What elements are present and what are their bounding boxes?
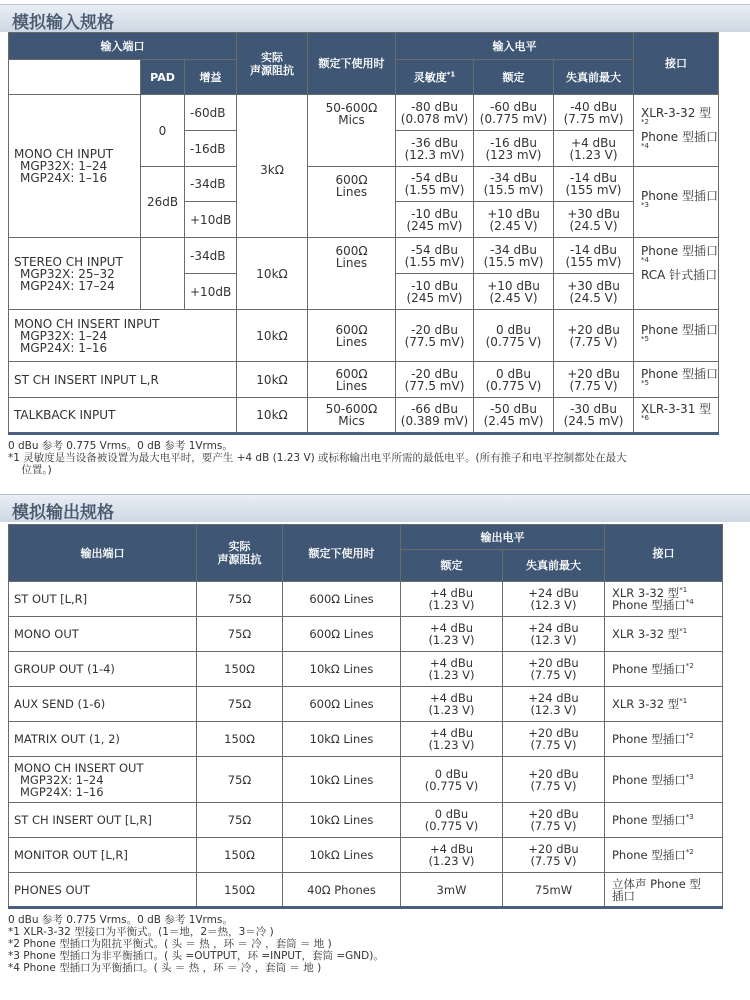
use-cell: 40Ω Phones	[283, 873, 401, 908]
gain-cell: -60dB	[185, 95, 237, 131]
level-cell: +24 dBu (12.3 V)	[503, 617, 605, 652]
level-cell: +24 dBu (12.3 V)	[503, 687, 605, 722]
output-section-title: 模拟输出规格	[12, 503, 114, 523]
level-cell: +4 dBu (1.23 V)	[401, 617, 503, 652]
level-cell: +10 dBu (2.45 V)	[474, 274, 554, 310]
level-cell: +4 dBu (1.23 V)	[401, 838, 503, 873]
level-cell: +4 dBu (1.23 V)	[401, 722, 503, 757]
impedance-cell: 10kΩ	[237, 362, 308, 398]
level-cell: +4 dBu (1.23 V)	[401, 582, 503, 617]
header-output-level: 输出电平	[401, 525, 605, 550]
row-stereo-ch-input: STEREO CH INPUT MGP32X: 25–32 MGP24X: 17–24	[9, 238, 141, 310]
connector-cell: XLR-3-32 型$^{*2}$ Phone 型插口$^{*4}$	[634, 95, 719, 167]
use-cell: 50-600Ω Mics	[308, 95, 396, 167]
output-port-name: ST OUT [L,R]	[9, 582, 197, 617]
use-cell: 600Ω Lines	[308, 167, 396, 238]
note-line: 0 dBu 参考 0.775 Vrms。0 dB 参考 1Vrms。	[8, 440, 233, 452]
header-use: 额定下使用时	[308, 33, 396, 95]
output-spec-table	[8, 524, 723, 909]
use-cell: 600Ω Lines	[308, 310, 396, 362]
connector-cell: Phone 型插口$^{*5}$	[634, 362, 719, 398]
level-cell: -14 dBu (155 mV)	[554, 238, 634, 274]
level-cell: 0 dBu (0.775 V)	[474, 362, 554, 398]
note-line: 0 dBu 参考 0.775 Vrms。0 dB 参考 1Vrms。	[8, 914, 233, 926]
level-cell: +4 dBu (1.23 V)	[401, 687, 503, 722]
header-nominal: 额定	[401, 550, 503, 582]
use-cell: 600Ω Lines	[308, 362, 396, 398]
output-row	[9, 873, 723, 908]
level-cell: -34 dBu (15.5 mV)	[474, 238, 554, 274]
level-cell: -14 dBu (155 mV)	[554, 167, 634, 202]
output-port-name: MATRIX OUT (1, 2)	[9, 722, 197, 757]
input-spec-table	[8, 32, 719, 435]
output-row	[9, 757, 723, 803]
impedance-cell: 75Ω	[197, 582, 283, 617]
use-cell: 10kΩ Lines	[283, 722, 401, 757]
level-cell: -54 dBu (1.55 mV)	[396, 167, 474, 202]
header-output-port: 输出端口	[9, 525, 197, 582]
note-line: *1 XLR-3-32 型接口为平衡式。(1＝地，2＝热，3＝冷 )	[8, 926, 274, 938]
header-connector: 接口	[605, 525, 723, 582]
level-cell: 75mW	[503, 873, 605, 908]
output-notes	[8, 914, 384, 974]
output-port-name: GROUP OUT (1-4)	[9, 652, 197, 687]
pad-0: 0	[141, 95, 185, 167]
connector-cell: XLR 3-32 型$^{*1}$ Phone 型插口$^{*4}$	[605, 582, 723, 617]
level-cell: 3mW	[401, 873, 503, 908]
output-row	[9, 838, 723, 873]
level-cell: +20 dBu (7.75 V)	[503, 838, 605, 873]
output-port-name: AUX SEND (1-6)	[9, 687, 197, 722]
connector-cell: Phone 型插口$^{*3}$	[634, 167, 719, 238]
use-cell: 10kΩ Lines	[283, 652, 401, 687]
output-row	[9, 617, 723, 652]
level-cell: -20 dBu (77.5 mV)	[396, 362, 474, 398]
input-notes	[8, 440, 627, 476]
connector-cell: XLR 3-32 型$^{*1}$	[605, 617, 723, 652]
output-row	[9, 687, 723, 722]
header-use: 额定下使用时	[283, 525, 401, 582]
level-cell: 0 dBu (0.775 V)	[401, 757, 503, 803]
use-cell: 600Ω Lines	[283, 582, 401, 617]
level-cell: +24 dBu (12.3 V)	[503, 582, 605, 617]
impedance-cell: 10kΩ	[237, 398, 308, 434]
output-row	[9, 582, 723, 617]
input-section-title: 模拟输入规格	[12, 13, 114, 33]
impedance-cell: 150Ω	[197, 652, 283, 687]
level-cell: +30 dBu (24.5 V)	[554, 274, 634, 310]
use-cell: 600Ω Lines	[283, 617, 401, 652]
output-port-name: MONITOR OUT [L,R]	[9, 838, 197, 873]
note-line: *3 Phone 型插口为非平衡插口。( 头 =OUTPUT，环 =INPUT，套筒 =GND)。	[8, 950, 384, 962]
use-cell: 600Ω Lines	[283, 687, 401, 722]
level-cell: -50 dBu (2.45 mV)	[474, 398, 554, 434]
impedance-cell: 75Ω	[197, 617, 283, 652]
impedance-cell: 10kΩ	[237, 238, 308, 310]
level-cell: +20 dBu (7.75 V)	[503, 652, 605, 687]
use-cell: 10kΩ Lines	[283, 838, 401, 873]
header-sensitivity: 灵敏度$^{*1}$	[396, 60, 474, 95]
gain-cell: +10dB	[185, 274, 237, 310]
connector-cell: 立体声 Phone 型 插口	[605, 873, 723, 908]
level-cell: +20 dBu (7.75 V)	[503, 722, 605, 757]
gain-cell: -34dB	[185, 167, 237, 202]
row-st-ch-insert-input: ST CH INSERT INPUT L,R	[9, 362, 237, 398]
level-cell: +4 dBu (1.23 V)	[554, 131, 634, 167]
connector-cell: Phone 型插口$^{*5}$	[634, 310, 719, 362]
use-cell: 600Ω Lines	[308, 238, 396, 310]
header-max: 失真前最大	[503, 550, 605, 582]
level-cell: -60 dBu (0.775 mV)	[474, 95, 554, 131]
level-cell: -66 dBu (0.389 mV)	[396, 398, 474, 434]
level-cell: +4 dBu (1.23 V)	[401, 652, 503, 687]
gain-cell: +10dB	[185, 202, 237, 238]
header-impedance: 实际 声源阻抗	[197, 525, 283, 582]
output-row	[9, 722, 723, 757]
impedance-cell: 150Ω	[197, 873, 283, 908]
connector-cell: Phone 型插口$^{*4}$ RCA 针式插口	[634, 238, 719, 310]
output-port-name: ST CH INSERT OUT [L,R]	[9, 803, 197, 838]
header-nominal: 额定	[474, 60, 554, 95]
connector-cell: Phone 型插口$^{*3}$	[605, 803, 723, 838]
connector-cell: XLR 3-32 型$^{*1}$	[605, 687, 723, 722]
note-line: *1 灵敏度是当设备被设置为最大电平时，要产生 +4 dB (1.23 V) 或标称输出电平所需的最低电平。(所有推子和电平控制都处在最大	[8, 452, 627, 464]
header-max: 失真前最大	[554, 60, 634, 95]
level-cell: +20 dBu (7.75 V)	[503, 803, 605, 838]
level-cell: -34 dBu (15.5 mV)	[474, 167, 554, 202]
gain-cell: -16dB	[185, 131, 237, 167]
impedance-cell: 3kΩ	[237, 95, 308, 238]
connector-cell: XLR-3-31 型$^{*6}$	[634, 398, 719, 434]
use-cell: 10kΩ Lines	[283, 757, 401, 803]
header-connector: 接口	[634, 33, 719, 95]
level-cell: -10 dBu (245 mV)	[396, 202, 474, 238]
level-cell: 0 dBu (0.775 V)	[474, 310, 554, 362]
header-pad: PAD	[141, 60, 185, 95]
connector-cell: Phone 型插口$^{*2}$	[605, 652, 723, 687]
level-cell: +30 dBu (24.5 V)	[554, 202, 634, 238]
impedance-cell: 150Ω	[197, 838, 283, 873]
output-row	[9, 803, 723, 838]
output-port-name: MONO CH INSERT OUT MGP32X: 1–24 MGP24X: 1–16	[9, 757, 197, 803]
header-input-level: 输入电平	[396, 33, 634, 60]
connector-cell: Phone 型插口$^{*2}$	[605, 838, 723, 873]
note-line: *4 Phone 型插口为平衡插口。( 头 ＝ 热 ，环 ＝ 冷 ，套筒 ＝ 地 )	[8, 962, 322, 974]
header-impedance: 实际 声源阻抗	[237, 33, 308, 95]
output-port-name: MONO OUT	[9, 617, 197, 652]
level-cell: -10 dBu (245 mV)	[396, 274, 474, 310]
level-cell: -20 dBu (77.5 mV)	[396, 310, 474, 362]
use-cell: 50-600Ω Mics	[308, 398, 396, 434]
header-input-port: 输入端口	[9, 33, 237, 60]
row-talkback-input: TALKBACK INPUT	[9, 398, 237, 434]
row-mono-ch-insert-input: MONO CH INSERT INPUT MGP32X: 1–24 MGP24X: 1–16	[9, 310, 237, 362]
output-section-header	[0, 494, 750, 522]
impedance-cell: 10kΩ	[237, 310, 308, 362]
level-cell: -36 dBu (12.3 mV)	[396, 131, 474, 167]
level-cell: +20 dBu (7.75 V)	[554, 362, 634, 398]
level-cell: -54 dBu (1.55 mV)	[396, 238, 474, 274]
level-cell: -30 dBu (24.5 mV)	[554, 398, 634, 434]
use-cell: 10kΩ Lines	[283, 803, 401, 838]
connector-cell: Phone 型插口$^{*2}$	[605, 722, 723, 757]
impedance-cell: 75Ω	[197, 757, 283, 803]
impedance-cell: 150Ω	[197, 722, 283, 757]
row-mono-ch-input: MONO CH INPUT MGP32X: 1–24 MGP24X: 1–16	[9, 95, 141, 238]
level-cell: +20 dBu (7.75 V)	[554, 310, 634, 362]
input-section-header	[0, 4, 750, 32]
output-row	[9, 652, 723, 687]
connector-cell: Phone 型插口$^{*3}$	[605, 757, 723, 803]
note-line: 位置。)	[8, 464, 52, 476]
level-cell: -40 dBu (7.75 mV)	[554, 95, 634, 131]
pad-26: 26dB	[141, 167, 185, 238]
level-cell: +20 dBu (7.75 V)	[503, 757, 605, 803]
level-cell: 0 dBu (0.775 V)	[401, 803, 503, 838]
output-port-name: PHONES OUT	[9, 873, 197, 908]
impedance-cell: 75Ω	[197, 803, 283, 838]
level-cell: -80 dBu (0.078 mV)	[396, 95, 474, 131]
header-gain: 增益	[185, 60, 237, 95]
gain-cell: -34dB	[185, 238, 237, 274]
level-cell: -16 dBu (123 mV)	[474, 131, 554, 167]
level-cell: +10 dBu (2.45 V)	[474, 202, 554, 238]
note-line: *2 Phone 型插口为阻抗平衡式。( 头 ＝ 热 ，环 ＝ 冷 ，套筒 ＝ 地 )	[8, 938, 332, 950]
impedance-cell: 75Ω	[197, 687, 283, 722]
